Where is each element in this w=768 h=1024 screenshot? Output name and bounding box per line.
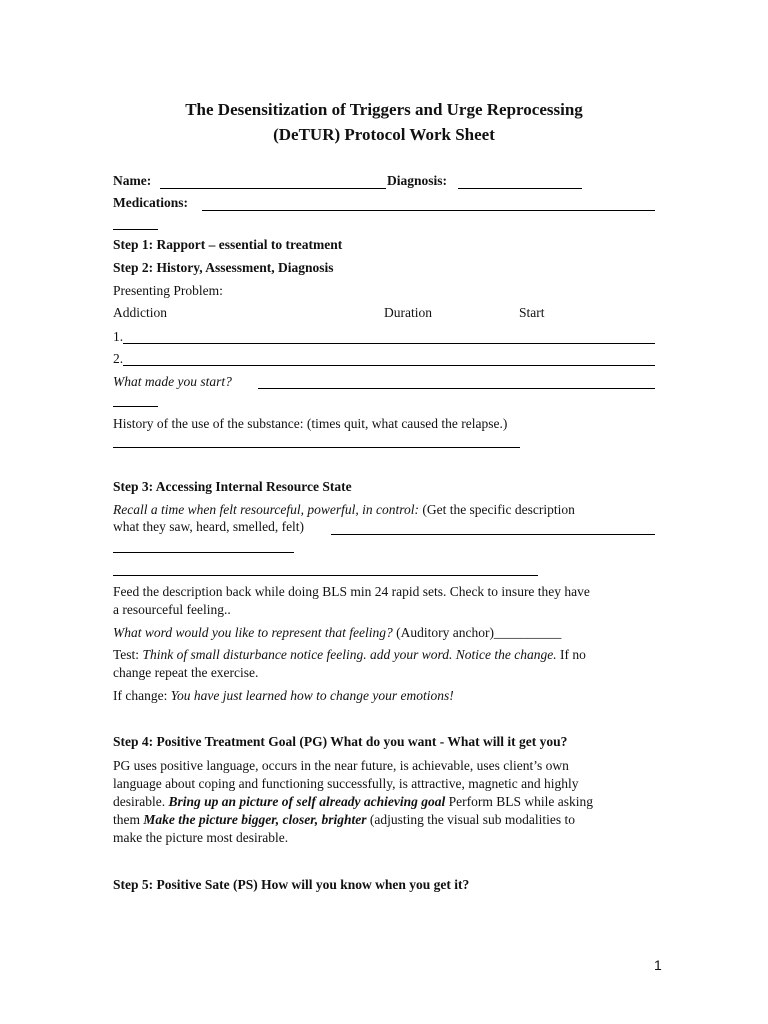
start-column-label: Start xyxy=(519,305,545,320)
row-1-label: 1. xyxy=(113,329,124,344)
recall-prompt: Recall a time when felt resourceful, powerful, in control: xyxy=(113,502,419,517)
title-line-2: (DeTUR) Protocol Work Sheet xyxy=(273,125,495,144)
step4-line-3-emphasis: Bring up an picture of self already achieving goal xyxy=(168,794,446,809)
what-made-you-start-field-line-cont[interactable] xyxy=(113,406,158,407)
step4-line-5: make the picture most desirable. xyxy=(113,830,289,845)
step4-line-4 xyxy=(113,812,575,828)
test-instruction-line-2: change repeat the exercise. xyxy=(113,665,259,680)
history-label: History of the use of the substance: (times quit, what caused the relapse.) xyxy=(113,416,508,431)
test-italic-text: Think of small disturbance notice feeling. add your word. Notice the change. xyxy=(142,647,557,662)
step4-line-4-emphasis: Make the picture bigger, closer, brighter xyxy=(143,812,367,827)
step4-line-3 xyxy=(113,794,593,810)
recall-field-line-extra[interactable] xyxy=(113,575,538,576)
medications-field-line-cont[interactable] xyxy=(113,229,158,230)
anchor-word-question: What word would you like to represent that feeling? xyxy=(113,625,393,640)
addiction-column-label: Addiction xyxy=(113,305,167,320)
name-label: Name: xyxy=(113,173,152,188)
presenting-problem-label: Presenting Problem: xyxy=(113,283,223,298)
if-change-italic-text: You have just learned how to change your emotions! xyxy=(170,688,454,703)
step4-line-1: PG uses positive language, occurs in the near future, is achievable, uses client’s own xyxy=(113,758,569,773)
anchor-word-prompt xyxy=(113,625,561,641)
recall-instruction-line-2: what they saw, heard, smelled, felt) xyxy=(113,519,305,534)
diagnosis-label: Diagnosis: xyxy=(387,173,448,188)
if-change-label: If change: xyxy=(113,688,171,703)
duration-column-label: Duration xyxy=(384,305,432,320)
step4-line-4-pre: them xyxy=(113,812,144,827)
recall-field-line-cont[interactable] xyxy=(113,552,294,553)
step4-line-3-post: Perform BLS while asking xyxy=(445,794,593,809)
if-change-line xyxy=(113,688,454,704)
step2-heading: Step 2: History, Assessment, Diagnosis xyxy=(113,260,334,275)
what-made-you-start-field-line[interactable] xyxy=(258,388,655,389)
title-line-1: The Desensitization of Triggers and Urge Reprocessing xyxy=(185,100,583,119)
feed-description-line-1: Feed the description back while doing BLS min 24 rapid sets. Check to insure they have xyxy=(113,584,590,599)
recall-field-line[interactable] xyxy=(331,534,655,535)
step3-heading: Step 3: Accessing Internal Resource State xyxy=(113,479,352,494)
history-field-line[interactable] xyxy=(113,447,520,448)
medications-label: Medications: xyxy=(113,195,188,210)
name-field-line[interactable] xyxy=(160,188,386,189)
step5-heading: Step 5: Positive Sate (PS) How will you know when you get it? xyxy=(113,877,470,892)
row-1-field-line[interactable] xyxy=(123,343,655,344)
recall-instruction xyxy=(113,502,575,518)
step4-line-3-pre: desirable. xyxy=(113,794,169,809)
feed-description-line-2: a resourceful feeling.. xyxy=(113,602,231,617)
test-rest-text: If no xyxy=(556,647,586,662)
step4-line-2: language about coping and functioning successfully, is attractive, magnetic and highly xyxy=(113,776,579,791)
recall-note: (Get the specific description xyxy=(418,502,575,517)
diagnosis-field-line[interactable] xyxy=(458,188,582,189)
step4-line-4-post: (adjusting the visual sub modalities to xyxy=(366,812,575,827)
test-label: Test: xyxy=(113,647,143,662)
anchor-word-blank: (Auditory anchor)__________ xyxy=(392,625,562,640)
medications-field-line[interactable] xyxy=(202,210,655,211)
page-number: 1 xyxy=(654,957,662,973)
what-made-you-start-label: What made you start? xyxy=(113,374,232,389)
row-2-field-line[interactable] xyxy=(123,365,655,366)
step4-heading: Step 4: Positive Treatment Goal (PG) What do you want - What will it get you? xyxy=(113,734,568,749)
test-instruction xyxy=(113,647,586,663)
row-2-label: 2. xyxy=(113,351,124,366)
step1-heading: Step 1: Rapport – essential to treatment xyxy=(113,237,343,252)
